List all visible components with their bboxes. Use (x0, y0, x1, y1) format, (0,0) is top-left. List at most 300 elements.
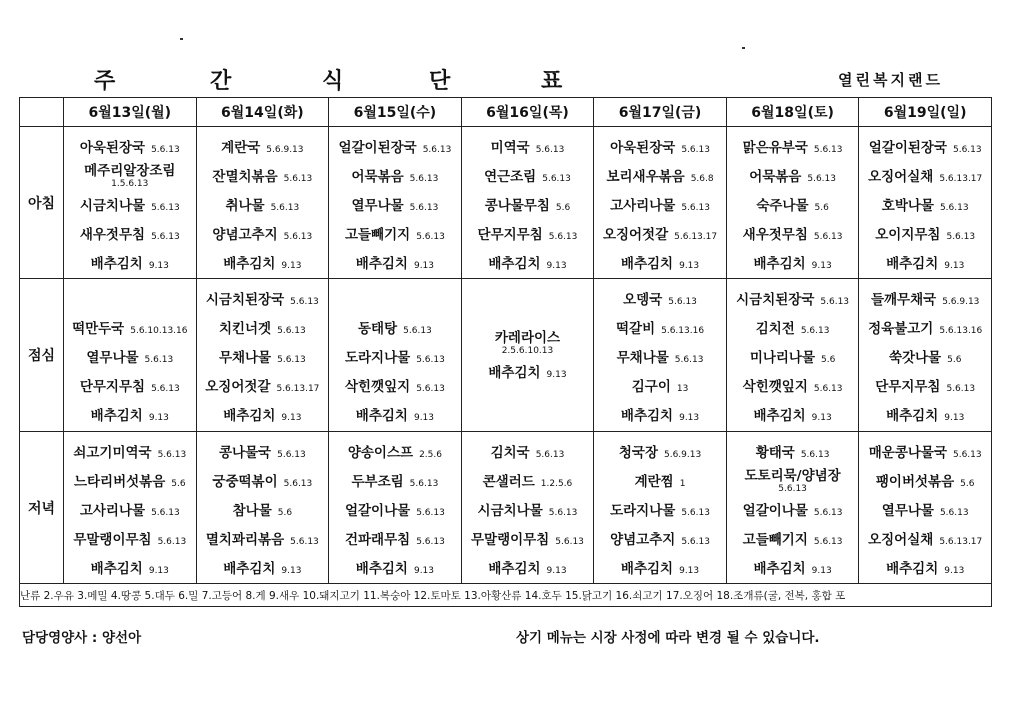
allergen-codes: 1.2.5.6 (540, 478, 573, 489)
menu-item-name: 배추김치 (488, 255, 541, 272)
allergen-codes: 9.13 (413, 412, 435, 423)
allergen-codes: 5.6.13 (681, 202, 710, 213)
menu-item (862, 436, 988, 465)
allergen-codes: 5.6.13 (813, 536, 843, 547)
menu-item (67, 312, 193, 341)
menu-item-name: 얼갈이된장국 (868, 139, 947, 156)
menu-item (465, 494, 591, 523)
allergen-codes: 9.13 (679, 565, 700, 576)
menu-cell (859, 127, 992, 279)
title-char: 식 (322, 69, 344, 94)
menu-item-name: 배추김치 (355, 255, 408, 272)
allergen-codes: 5.6.8 (690, 173, 714, 184)
menu-item-name: 오이지무침 (875, 226, 941, 243)
menu-item-name: 삭힌깻잎지 (344, 378, 411, 395)
menu-item-name: 시금치된장국 (736, 291, 815, 308)
menu-item-name: 도라지나물 (344, 349, 411, 366)
menu-item (730, 131, 856, 160)
menu-item (730, 218, 856, 247)
menu-item-name: 배추김치 (753, 407, 806, 424)
allergen-codes: 5.6.13 (416, 231, 445, 242)
menu-item (597, 131, 723, 160)
allergen-codes: 5.6 (814, 202, 829, 213)
menu-item-name: 건파래무침 (344, 531, 411, 548)
allergen-codes: 5.6.13 (681, 507, 710, 518)
title-char: 간 (210, 69, 232, 94)
menu-cell (594, 432, 727, 584)
menu-cell (461, 127, 594, 279)
allergen-codes: 5.6.13 (416, 383, 445, 394)
allergen-codes: 5.6.13 (778, 484, 807, 494)
menu-cell (726, 432, 859, 584)
menu-cell (196, 279, 329, 432)
menu-item (200, 494, 326, 523)
allergen-codes: 5.6.13.17 (939, 173, 983, 184)
allergen-codes: 5.6.13 (813, 383, 843, 394)
menu-item-name: 무채나물 (218, 349, 272, 366)
menu-item (67, 523, 193, 552)
allergen-codes: 5.6.13 (151, 383, 180, 394)
menu-item (730, 436, 856, 465)
menu-item (67, 494, 193, 523)
menu-item-name: 양념고추지 (610, 531, 676, 548)
meal-row (20, 127, 992, 279)
allergen-codes: 5.6.13 (548, 507, 578, 518)
menu-item (862, 465, 988, 494)
allergen-codes: 5.6.13.17 (939, 536, 983, 547)
menu-item (465, 218, 591, 247)
menu-item (200, 552, 326, 581)
menu-item (67, 552, 193, 581)
menu-item (200, 131, 326, 160)
allergen-codes: 9.13 (281, 412, 302, 423)
meal-label: 점심 (20, 279, 64, 432)
allergen-codes: 9.13 (679, 260, 700, 271)
menu-item-name: 숙주나물 (756, 197, 809, 214)
menu-item (730, 552, 856, 581)
allergen-codes: 5.6.13 (151, 231, 180, 242)
menu-cell (196, 127, 329, 279)
allergen-codes: 5.6.13 (952, 144, 982, 155)
menu-item (862, 283, 988, 312)
menu-item-name: 배추김치 (90, 560, 143, 577)
menu-item (332, 218, 458, 247)
menu-item (465, 131, 591, 160)
menu-item (730, 523, 856, 552)
menu-item-name: 배추김치 (886, 255, 939, 272)
allergen-codes: 5.6.13 (409, 173, 439, 184)
menu-item (67, 247, 193, 276)
menu-item (597, 283, 723, 312)
allergen-codes: 5.6 (947, 354, 962, 365)
allergen-codes: 5.6.13 (820, 296, 850, 307)
allergen-codes: 9.13 (148, 565, 169, 576)
menu-item (332, 552, 458, 581)
allergen-codes: 5.6.13 (403, 325, 432, 336)
menu-item-name: 카레라이스 (494, 330, 561, 346)
menu-item (332, 131, 458, 160)
meal-label: 저녁 (20, 432, 64, 584)
menu-item-name: 배추김치 (886, 407, 939, 424)
menu-item-name: 취나물 (225, 197, 265, 214)
allergen-codes: 1.5.6.13 (111, 179, 149, 189)
menu-cell (461, 279, 594, 432)
title-char: 주 (94, 69, 116, 94)
menu-cell (329, 279, 462, 432)
menu-item-name: 배추김치 (620, 255, 674, 272)
day-header: 6월19일(일) (859, 98, 992, 127)
allergen-codes: 5.6.13.16 (939, 325, 983, 336)
menu-item (862, 370, 988, 399)
allergen-note: 난류 2.우유 3.메밀 4.땅콩 5.대두 6.밀 7.고등어 8.게 9.새우 10.돼지고기 11.복숭아 12.토마토 13.아황산류 14.호두 15.닭고기 16.쇠고기 17.오징어 18.조개류(굴, 전복, 홍합 포 (20, 584, 992, 607)
menu-item-name: 도라지나물 (610, 502, 676, 519)
allergen-codes: 9.13 (811, 260, 832, 271)
menu-item-name: 콘샐러드 (482, 473, 535, 490)
menu-cell (64, 279, 197, 432)
allergen-codes: 5.6.13 (939, 507, 969, 518)
allergen-codes: 5.6.13 (416, 354, 445, 365)
menu-item-name: 아욱된장국 (610, 139, 676, 156)
menu-item (67, 436, 193, 465)
allergen-codes: 1 (679, 478, 686, 489)
menu-item (597, 370, 723, 399)
allergen-codes: 5.6 (171, 478, 186, 489)
menu-item-name: 잔멸치볶음 (212, 168, 278, 185)
menu-item (200, 341, 326, 370)
menu-item-name: 얼갈이된장국 (338, 139, 417, 156)
allergen-codes: 5.6 (960, 478, 975, 489)
menu-item-name: 계란국 (221, 139, 261, 156)
allergen-codes: 2.5.6.10.13 (501, 346, 554, 356)
notice-text: 상기 메뉴는 시장 사정에 따라 변경 될 수 있습니다. (516, 630, 820, 646)
menu-item (465, 189, 591, 218)
menu-item (597, 160, 723, 189)
allergen-codes: 5.6.13 (416, 536, 445, 547)
menu-item-name: 고들빼기지 (742, 531, 808, 548)
menu-item (332, 436, 458, 465)
allergen-codes: 9.13 (546, 369, 567, 380)
menu-item-name: 배추김치 (620, 560, 674, 577)
allergen-codes: 9.13 (546, 565, 567, 576)
menu-item-name: 배추김치 (488, 560, 541, 577)
menu-item-name: 멸치꽈리볶음 (205, 531, 285, 548)
allergen-codes: 5.6.13 (151, 202, 180, 213)
allergen-codes: 5.6.13 (800, 449, 830, 460)
menu-item-name: 얼갈이나물 (344, 502, 411, 519)
allergen-codes: 5.6 (555, 202, 571, 213)
menu-item (597, 189, 723, 218)
menu-item-name: 무채나물 (616, 349, 669, 366)
menu-item-name: 메주리알장조림 (84, 163, 176, 179)
menu-item (597, 312, 723, 341)
day-header: 6월18일(토) (726, 98, 859, 127)
menu-item-name: 시금치된장국 (205, 291, 285, 308)
allergen-codes: 5.6.13 (813, 144, 843, 155)
menu-item-name: 김구이 (631, 378, 671, 395)
allergen-codes: 9.13 (546, 260, 567, 271)
menu-item-name: 오징어젓갈 (205, 378, 271, 395)
menu-item-name: 무말랭이무침 (73, 531, 152, 548)
menu-item-name: 어묵볶음 (351, 168, 404, 185)
menu-cell (594, 279, 727, 432)
menu-cell (726, 127, 859, 279)
menu-item (862, 131, 988, 160)
menu-item-name: 배추김치 (355, 407, 408, 424)
menu-item (67, 160, 193, 189)
menu-cell (859, 279, 992, 432)
menu-item (597, 247, 723, 276)
weekly-menu-table (19, 97, 992, 607)
allergen-codes: 5.6.13 (409, 202, 439, 213)
menu-item-name: 궁중떡볶이 (212, 473, 278, 490)
menu-item (465, 436, 591, 465)
menu-item-name: 양념고추지 (212, 226, 278, 243)
allergen-codes: 5.6.13 (681, 144, 710, 155)
menu-item-name: 미나리나물 (749, 349, 816, 366)
allergen-codes: 5.6.13.16 (661, 325, 705, 336)
menu-item (332, 247, 458, 276)
menu-item-name: 고들빼기지 (344, 226, 411, 243)
allergen-codes: 5.6.13 (283, 173, 313, 184)
organization-name: 열린복지랜드 (838, 71, 943, 89)
allergen-codes: 5.6.13 (157, 536, 187, 547)
menu-item (67, 370, 193, 399)
allergen-codes: 9.13 (413, 260, 435, 271)
menu-item-name: 치킨너겟 (218, 320, 272, 337)
menu-cell (329, 432, 462, 584)
allergen-codes: 2.5.6 (419, 449, 442, 460)
menu-item (597, 523, 723, 552)
allergen-codes: 9.13 (944, 565, 965, 576)
menu-item-name: 미역국 (490, 139, 530, 156)
menu-item-name: 두부조림 (351, 473, 404, 490)
allergen-codes: 5.6.13 (946, 383, 976, 394)
dietitian-label: 담당영양사 : 양선아 (22, 630, 142, 646)
menu-item (730, 494, 856, 523)
allergen-codes: 5.6.13 (813, 231, 843, 242)
allergen-codes: 5.6.13 (277, 354, 306, 365)
menu-item-name: 얼갈이나물 (742, 502, 808, 519)
menu-item (67, 465, 193, 494)
meal-label: 아침 (20, 127, 64, 279)
menu-item-name: 떡만두국 (72, 320, 125, 337)
day-header: 6월14일(화) (196, 98, 329, 127)
allergen-codes: 5.6.13 (277, 325, 306, 336)
corner-cell (20, 98, 64, 127)
meal-row (20, 432, 992, 584)
allergen-codes: 5.6.13 (283, 478, 313, 489)
allergen-codes: 5.6.13 (409, 478, 439, 489)
menu-item-name: 청국장 (618, 444, 658, 461)
menu-item (200, 523, 326, 552)
allergen-codes: 9.13 (944, 412, 965, 423)
allergen-codes: 5.6.13.17 (276, 383, 320, 394)
allergen-codes: 13 (676, 383, 689, 394)
menu-item (730, 341, 856, 370)
allergen-codes: 5.6.13 (290, 536, 319, 547)
menu-item-name: 계란찜 (634, 473, 674, 490)
menu-item (465, 523, 591, 552)
day-header: 6월16일(목) (461, 98, 594, 127)
menu-item-name: 배추김치 (223, 407, 276, 424)
menu-item-name: 연근조림 (484, 168, 537, 185)
day-header-row (20, 98, 992, 127)
menu-item (465, 247, 591, 276)
menu-item-name: 시금치나물 (79, 197, 146, 214)
allergen-codes: 9.13 (811, 412, 832, 423)
menu-item-name: 콩나물무침 (484, 197, 550, 214)
menu-item-name: 보리새우볶음 (606, 168, 685, 185)
menu-item-name: 동태탕 (358, 320, 398, 337)
menu-item-name: 오징어실채 (868, 531, 934, 548)
menu-item (332, 399, 458, 428)
menu-item-name: 배추김치 (753, 255, 806, 272)
allergen-codes: 5.6.13 (270, 202, 300, 213)
menu-item-name: 배추김치 (620, 407, 674, 424)
allergen-codes: 5.6.13 (674, 354, 704, 365)
allergen-codes: 5.6.13 (283, 231, 313, 242)
allergen-codes: 5.6.13 (151, 507, 180, 518)
menu-item-name: 맑은유부국 (742, 139, 808, 156)
menu-cell (461, 432, 594, 584)
menu-item (200, 436, 326, 465)
menu-item (200, 283, 326, 312)
menu-item (465, 465, 591, 494)
menu-item-name: 쇠고기미역국 (73, 444, 152, 461)
menu-item-name: 열무나물 (351, 197, 404, 214)
title-char: 표 (541, 69, 563, 94)
menu-item (67, 131, 193, 160)
menu-item (200, 247, 326, 276)
menu-item (597, 436, 723, 465)
menu-item-name: 김치전 (755, 320, 795, 337)
menu-item (862, 189, 988, 218)
menu-item (730, 399, 856, 428)
menu-item (730, 283, 856, 312)
allergen-codes: 5.6 (821, 354, 836, 365)
menu-item-name: 배추김치 (886, 560, 939, 577)
menu-item-name: 콩나물국 (218, 444, 272, 461)
menu-item-name: 배추김치 (90, 255, 143, 272)
allergen-codes: 5.6.13 (555, 536, 584, 547)
allergen-codes: 5.6.13 (422, 144, 452, 155)
menu-item (67, 218, 193, 247)
menu-item (67, 283, 193, 312)
allergen-codes: 5.6.9.13 (663, 449, 702, 460)
allergen-codes: 5.6.13 (535, 144, 565, 155)
menu-item (597, 341, 723, 370)
menu-item-name: 호박나물 (881, 197, 934, 214)
menu-item-name: 황태국 (755, 444, 795, 461)
menu-item-name: 김치국 (490, 444, 530, 461)
menu-item-name: 새우젓무침 (742, 226, 808, 243)
menu-item-name: 참나물 (232, 502, 272, 519)
menu-item-name: 시금치나물 (477, 502, 543, 519)
menu-item-name: 쑥갓나물 (888, 349, 942, 366)
menu-item-name: 배추김치 (753, 560, 806, 577)
menu-item-name: 아욱된장국 (79, 139, 146, 156)
menu-item (200, 370, 326, 399)
allergen-codes: 5.6.13 (157, 449, 187, 460)
menu-item-name: 고사리나물 (610, 197, 676, 214)
allergen-codes: 5.6.13 (681, 536, 710, 547)
menu-item (332, 494, 458, 523)
menu-cell (726, 279, 859, 432)
menu-item (862, 341, 988, 370)
menu-item (332, 465, 458, 494)
menu-item-name: 삭힌깻잎지 (742, 378, 808, 395)
menu-item (730, 370, 856, 399)
menu-item (465, 160, 591, 189)
menu-item-name: 떡갈비 (615, 320, 656, 337)
allergen-codes: 9.13 (281, 565, 302, 576)
menu-item-name: 매운콩나물국 (868, 444, 947, 461)
menu-cell (859, 432, 992, 584)
menu-item-name: 고사리나물 (79, 502, 146, 519)
title-row (0, 64, 1024, 98)
menu-item-name: 어묵볶음 (749, 168, 802, 185)
menu-item-name: 열무나물 (881, 502, 934, 519)
allergen-codes: 9.13 (413, 565, 435, 576)
menu-item (597, 552, 723, 581)
day-header: 6월15일(수) (329, 98, 462, 127)
allergen-codes: 5.6.13 (416, 507, 445, 518)
menu-item-name: 팽이버섯볶음 (875, 473, 955, 490)
allergen-codes: 5.6.13 (952, 449, 982, 460)
day-header: 6월17일(금) (594, 98, 727, 127)
menu-item (332, 523, 458, 552)
menu-item (332, 370, 458, 399)
allergen-codes: 5.6.10.13.16 (130, 325, 188, 336)
menu-cell (64, 432, 197, 584)
menu-cell (594, 127, 727, 279)
allergen-codes: 5.6.13 (813, 507, 843, 518)
scan-speck (742, 47, 745, 49)
allergen-codes: 5.6.13 (290, 296, 319, 307)
menu-item (862, 247, 988, 276)
menu-item (67, 341, 193, 370)
allergen-codes: 5.6.13 (277, 449, 306, 460)
menu-item-name: 배추김치 (488, 364, 541, 381)
menu-item (332, 341, 458, 370)
menu-item (465, 327, 591, 356)
allergen-codes: 5.6.13 (548, 231, 578, 242)
menu-item-name: 배추김치 (223, 255, 276, 272)
meal-row (20, 279, 992, 432)
menu-item-name: 오뎅국 (623, 291, 663, 308)
menu-cell (329, 127, 462, 279)
menu-item-name: 새우젓무침 (79, 226, 146, 243)
menu-item (597, 465, 723, 494)
allergen-codes: 5.6.13 (668, 296, 697, 307)
menu-item (730, 247, 856, 276)
allergen-codes: 5.6.9.13 (942, 296, 980, 307)
menu-item (200, 218, 326, 247)
menu-item (862, 552, 988, 581)
menu-cell (196, 432, 329, 584)
allergen-codes: 5.6.13.17 (674, 231, 718, 242)
allergen-codes: 5.6.13 (542, 173, 571, 184)
menu-item (332, 160, 458, 189)
menu-item-name: 단무지무침 (477, 226, 543, 243)
menu-item (332, 189, 458, 218)
menu-item (730, 160, 856, 189)
menu-item (465, 552, 591, 581)
menu-item (730, 465, 856, 494)
menu-item (862, 523, 988, 552)
allergen-codes: 9.13 (811, 565, 832, 576)
menu-item-name: 도토리묵/양념장 (744, 468, 841, 484)
